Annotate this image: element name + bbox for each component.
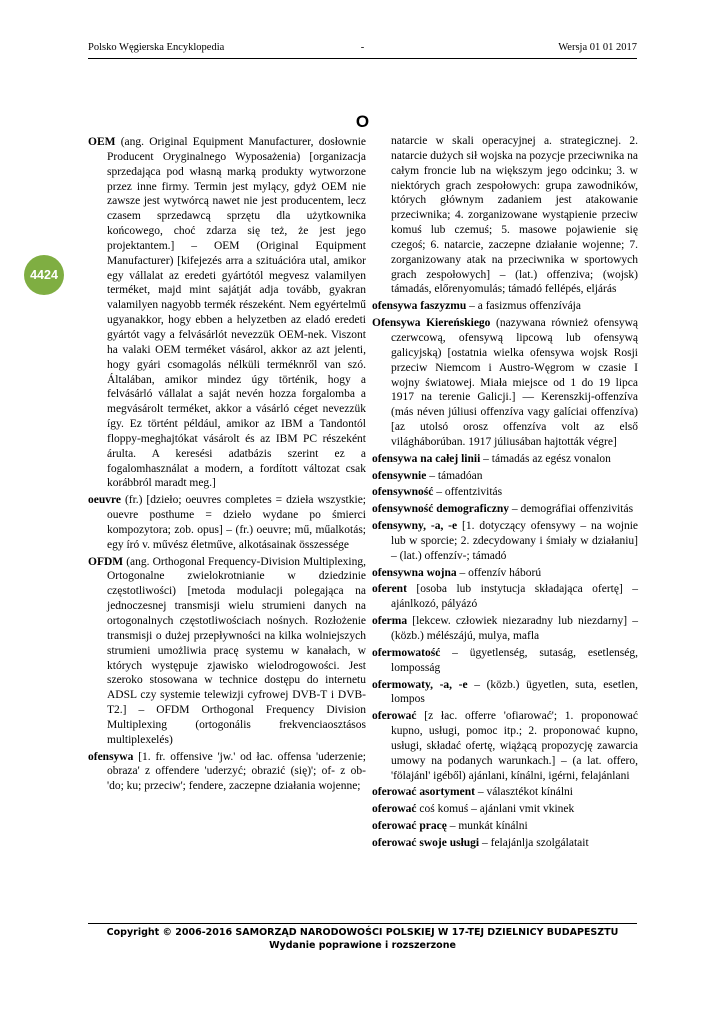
entry-headword: ofermowatość xyxy=(372,646,441,659)
entry-headword: ofensywa faszyzmu xyxy=(372,300,467,313)
entry-headword: ofensywność xyxy=(372,486,434,499)
entry-headword: ofensywna wojna xyxy=(372,566,457,579)
entry-definition: – munkát kínálni xyxy=(449,820,528,833)
entry-definition: – választékot kínálni xyxy=(477,786,573,799)
right-column xyxy=(372,134,638,853)
dictionary-entry xyxy=(372,566,638,581)
page-number-badge: 4424 xyxy=(24,255,64,295)
dictionary-entry xyxy=(372,469,638,484)
entry-headword: oeuvre xyxy=(88,494,122,507)
entry-headword: oferma xyxy=(372,615,408,628)
dictionary-entry xyxy=(88,493,366,552)
dictionary-entry xyxy=(372,485,638,500)
entry-definition: (ang. Original Equipment Manufacturer, dosłownie Producent Oryginalnego Wyposażenia) [organizacja sprzedająca pod własną marką produkty wytworzone przez inne firmy. Termin jest mylący, gdyż OEM nie zawsze jest wytwórcą nawet nie jest producentem, lecz czasem sprzedawcą sprzętu dla użytkownika końcowego, choć zdarza się też, że jest jego projektantem.] – OEM (Original Equipment Manufacturer) [kifejezés arra a szituációra utal, amikor egy vállalat az eredeti gyártótól megvesz valamilyen terméket, majd mint sajátját adja tovább, gyakran valamilyen nagyobb termék részeként. Nem egyértelmű ugyanakkor, hogy ebben a helyzetben az eladó eredeti gyártót vagy a felvásárlót nevezzük OEM-nek. Viszont ha valaki OEM terméket vásárol, akkor az azt jelenti, hogy gyári csomagolás nélküli terméknről van szó. Általában, amikor mindez úgy történik, hogy a felvásárló vállalat a saját nevén hozza forgalomba a megvásárolt terméket, akkor a vásárló céget nevezzük így. Ez történt például, amikor az IBM a Tandontól floppy-meghajtókat vásárolt és az IBM PC részeként árulta. A keresési adatbázis szerint ez a fogalomhasználat a modern, a fordított változat csak korábbról maradt meg.] xyxy=(107,136,366,490)
dictionary-entry xyxy=(88,555,366,748)
entry-headword: oferować asortyment xyxy=(372,786,475,799)
entry-headword: OEM xyxy=(88,136,116,148)
entry-definition: [1. dotyczący ofensywy – na wojnie lub w sporcie; 2. zdecydowany i śmiały w działaniu] – (lat.) offenzív-; támadó xyxy=(391,520,639,562)
dictionary-entry xyxy=(372,819,638,834)
header-version: Wersja 01 01 2017 xyxy=(558,42,637,53)
dictionary-entry xyxy=(372,785,638,800)
entry-definition: (nazywana również ofensywą czerwcową, ofensywą lipcową lub ofensywą galicyjską) [ostatnia wielka ofensywa wojsk Rosji przeciw Niemcom i Austro-Węgrom w czasie I wojny światowej. Miała miejsce od 1 do 19 lipca 1917 na terenie Galicji.] — Kerenszkij-offenzíva (más néven júliusi offenzíva vagy galíciai offenzíva) [az utolsó orosz offenzíva volt az első világháborúban. 1917 júliusában hajtották végre] xyxy=(391,317,638,448)
entry-headword: oferować swoje usługi xyxy=(372,836,480,849)
footer-edition: Wydanie poprawione i rozszerzone xyxy=(269,940,456,951)
entry-definition: natarcie w skali operacyjnej a. strategicznej. 2. natarcie dużych sił wojska na pozycje przeciwnika na całym froncie lub na większym jego odcinku; 3. w niektórych grach zespołowych: grupa zawodników, których głównym zadaniem jest atakowanie przeciwnika; 4. zorganizowane wystąpienie przeciw komuś lub czemuś; 5. masowe pojawienie się czegoś; 6. natarcie, zaczepne działanie wojenne; 7. zorganizowany atak na przeciwnika w sportowych grach zespołowych] – (lat.) offenziva; (wojsk) támadás, előrenyomulás; támadó fellépés, eljárás xyxy=(391,135,638,296)
dictionary-entry xyxy=(88,135,366,491)
dictionary-entry xyxy=(372,678,638,708)
dictionary-entry xyxy=(372,836,638,851)
entry-headword: oferować xyxy=(372,710,417,723)
entry-headword: Ofensywa Kiereńskiego xyxy=(372,317,491,330)
entry-headword: oferować pracę xyxy=(372,820,447,833)
dictionary-entry xyxy=(372,709,638,783)
entry-definition: [1. fr. offensive 'jw.' od łac. offensa 'uderzenie; obraza' z offendere 'uderzyć; obrazić (się)'; of- z ob- 'do; ku; przeciw'; fendere, zaczepne działania wojenne; xyxy=(107,750,366,793)
dictionary-entry xyxy=(372,134,638,297)
entry-headword: ofensywność demograficzny xyxy=(372,503,510,516)
header-rule xyxy=(88,58,637,59)
entry-headword: oferent xyxy=(372,583,407,596)
entry-definition: – ügyetlenség, sutaság, esetlenség, lomposság xyxy=(391,646,638,674)
page-header xyxy=(88,42,637,56)
entry-definition: – a fasizmus offenzívája xyxy=(469,300,581,313)
footer-copyright: Copyright © 2006-2016 SAMORZĄD NARODOWOŚCI POLSKIEJ W 17-TEJ DZIELNICY BUDAPESZTU xyxy=(106,927,619,938)
section-letter: O xyxy=(355,112,370,131)
header-title: Polsko Węgierska Encyklopedia xyxy=(88,42,225,53)
entry-definition: – támadóan xyxy=(429,469,483,482)
entry-headword: ofensywnie xyxy=(372,469,427,482)
entry-definition: (ang. Orthogonal Frequency-Division Multiplexing, Ortogonalne zwielokrotnianie w dziedzinie częstotliwości) [metoda modulacji polegająca na jednoczesnej transmisji wielu strumieni danych na ortogonalnych częstotliwościach nośnych. Rozłożenie transmisji o dużej przepływności na kilka wolniejszych strumieni umożliwia pracę systemu w kanałach, w których występuje zjawisko wielodrogowości. Jest szeroko stosowana w technice dostępu do internetu ADSL czy systemie telewizji cyfrowej DVB-T i DVB-T2.] – OFDM Orthogonal Frequency Division Multiplexing (ortogonális frekvenciaosztásos multiplexelés) xyxy=(107,555,366,746)
entry-definition: coś komuś – ajánlani vmit vkinek xyxy=(419,803,575,816)
entry-definition: [z łac. offerre 'ofiarować'; 1. proponować kupno, usługi, pomoc itp.; 2. proponować kupno, usługi, składać ofertę, wiążącą propozycję zawarcia umowy na podanych warunkach.] – (a lat. offero, 'fölajánl' igéből) ajánlani, kínálni, igérni, felajánlani xyxy=(391,710,639,782)
dictionary-entry xyxy=(372,519,638,564)
entry-headword: OFDM xyxy=(88,555,124,568)
entry-headword: ofermowaty, -a, -e xyxy=(372,678,468,691)
dictionary-entry xyxy=(372,646,638,676)
entry-definition: [osoba lub instytucja składająca ofertę] – ajánlkozó, pályázó xyxy=(391,583,638,611)
entry-definition: – felajánlja szolgálatait xyxy=(482,836,589,849)
dictionary-entry xyxy=(372,316,638,450)
left-column xyxy=(88,135,366,796)
dictionary-entry xyxy=(372,582,638,612)
dictionary-entry xyxy=(88,750,366,795)
entry-definition: – támadás az egész vonalon xyxy=(483,452,611,465)
entry-definition: – (közb.) ügyetlen, suta, esetlen, lompos xyxy=(391,678,638,706)
entry-definition: (fr.) [dzieło; oeuvres completes = dzieła wszystkie; ouevre posthume = dzieło wydane po śmierci kompozytora; zob. opus] – (fr.) oeuvre; mű, műalkotás; egy író v. művész életműve, alkotásainak összessége xyxy=(107,494,366,551)
dictionary-entry xyxy=(372,502,638,517)
entry-definition: – offentzivitás xyxy=(436,486,503,499)
dictionary-entry xyxy=(372,802,638,817)
entry-definition: – demográfiai offenzivitás xyxy=(511,503,634,516)
entry-headword: ofensywa na całej linii xyxy=(372,452,481,465)
entry-headword: ofensywa xyxy=(88,750,134,763)
dictionary-entry xyxy=(372,614,638,644)
footer-rule xyxy=(88,923,637,924)
entry-definition: [lekcew. człowiek niezaradny lub niezdarny] – (közb.) mélészájú, mulya, mafla xyxy=(391,615,638,642)
entry-headword: ofensywny, -a, -e xyxy=(372,520,458,533)
entry-definition: – offenzív háború xyxy=(459,566,542,579)
dictionary-entry xyxy=(372,452,638,467)
entry-headword: oferować xyxy=(372,803,417,816)
page-footer xyxy=(0,926,725,952)
dictionary-entry xyxy=(372,299,638,314)
header-separator: - xyxy=(360,42,365,53)
